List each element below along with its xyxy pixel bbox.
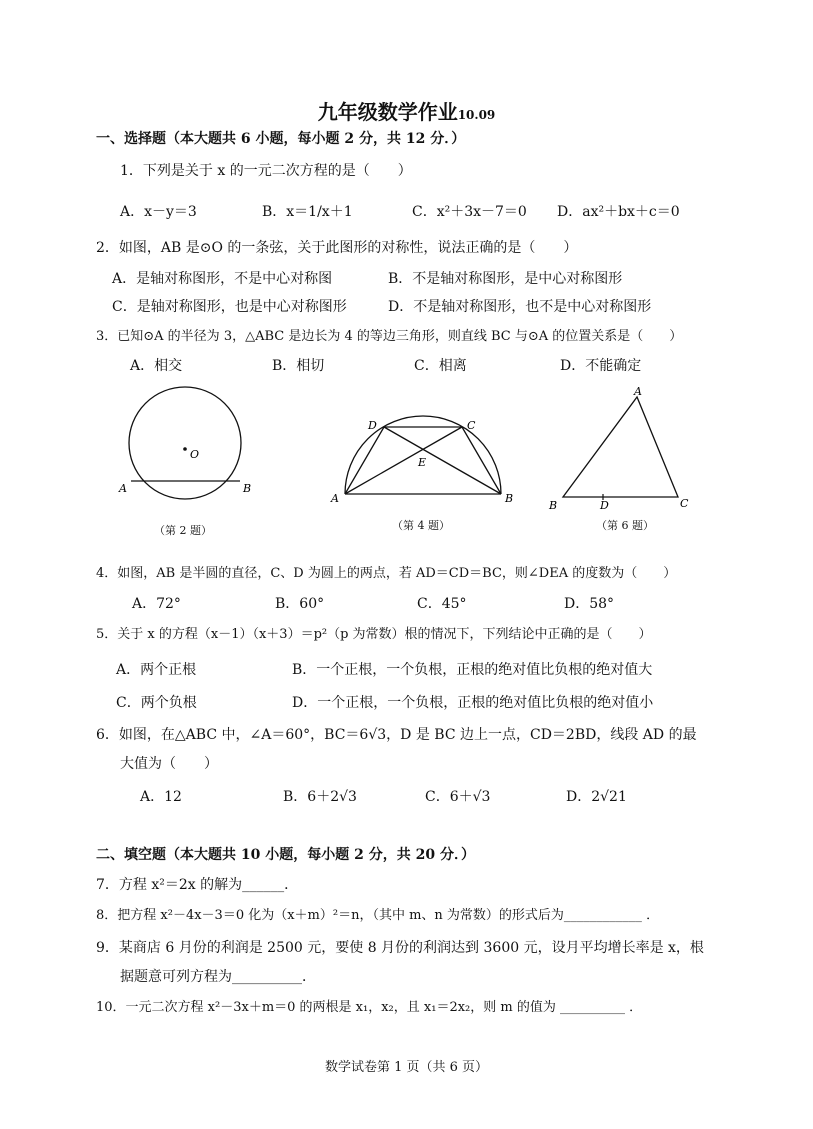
q2-option-a: A．是轴对称图形，不是中心对称图	[112, 271, 333, 287]
q6-option-a: A．12	[140, 789, 182, 805]
q3-option-b: B．相切	[272, 358, 325, 374]
q5-option-d: D．一个正根，一个负根，正根的绝对值比负根的绝对值小	[292, 695, 654, 711]
segment-ad	[345, 427, 384, 494]
title-text: 九年级数学作业	[317, 100, 458, 124]
figure-q6-triangle	[545, 385, 695, 510]
section-heading-fill: 二、填空题（本大题共 10 小题，每小题 2 分，共 20 分．）	[96, 847, 475, 863]
q3-option-c: C．相离	[414, 358, 467, 374]
page-title	[0, 96, 813, 125]
section-heading-choice: 一、选择题（本大题共 6 小题，每小题 2 分，共 12 分．）	[96, 131, 466, 147]
q3-option-a: A．相交	[130, 358, 183, 374]
q4-option-d: D．58°	[564, 596, 615, 612]
q1-option-d: D．ax²＋bx＋c＝0	[557, 204, 680, 220]
q6-stem-line2: 大值为（ ）	[120, 756, 218, 772]
q6-stem-line1: 6．如图，在△ABC 中，∠A＝60°，BC＝6√3，D 是 BC 边上一点，CD＝2BD，线段 AD 的最	[96, 727, 697, 743]
q2-option-c: C．是轴对称图形，也是中心对称图形	[112, 299, 347, 315]
q9-line2: 据题意可列方程为__________．	[120, 969, 316, 985]
q6-option-d: D．2√21	[566, 789, 627, 805]
q7-text: 7．方程 x²＝2x 的解为______．	[96, 877, 299, 893]
label-d: D	[368, 419, 377, 432]
q1-option-b: B．x＝1/x＋1	[262, 204, 353, 220]
label-o: O	[190, 448, 200, 461]
triangle-abc	[563, 397, 678, 497]
q5-option-a: A．两个正根	[116, 662, 197, 678]
q4-option-c: C．45°	[417, 596, 467, 612]
q5-option-b: B．一个正根，一个负根，正根的绝对值比负根的绝对值大	[292, 662, 653, 678]
figure-q2-caption: （第 2 题）	[154, 524, 212, 537]
q3-stem: 3．已知⊙A 的半径为 3，△ABC 是边长为 4 的等边三角形，则直线 BC 与⊙A 的位置关系是（ ）	[96, 329, 683, 344]
q8-text: 8．把方程 x²－4x－3＝0 化为（x＋m）²＝n，（其中 m、n 为常数）的形式后为____________ ．	[96, 908, 660, 923]
figure-q4-semicircle	[325, 412, 520, 507]
title-date: 10.09	[457, 108, 496, 122]
label-b: B	[505, 492, 514, 505]
segment-bc	[462, 427, 501, 494]
q9-line1: 9．某商店 6 月份的利润是 2500 元，要使 8 月份的利润达到 3600 元，设月平均增长率是 x，根	[96, 940, 704, 956]
label-b: B	[549, 499, 558, 510]
q5-option-c: C．两个负根	[116, 695, 197, 711]
q10-text: 10．一元二次方程 x²－3x＋m＝0 的两根是 x₁，x₂，且 x₁＝2x₂，则 m 的值为 __________ ．	[96, 1000, 643, 1015]
q6-option-c: C．6＋√3	[425, 789, 491, 805]
q2-option-b: B．不是轴对称图形，是中心对称图形	[388, 271, 623, 287]
label-b: B	[243, 482, 252, 495]
figure-q2-circle	[110, 385, 260, 510]
center-point-o	[183, 447, 187, 451]
label-a: A	[331, 492, 339, 505]
q5-stem: 5．关于 x 的方程（x－1）（x＋3）＝p²（p 为常数）根的情况下，下列结论中正确的是（ ）	[96, 627, 652, 642]
label-a: A	[119, 482, 127, 495]
label-e: E	[418, 456, 427, 469]
q1-option-c: C．x²＋3x－7＝0	[412, 204, 527, 220]
segment-ac	[345, 427, 462, 494]
label-d: D	[600, 499, 609, 510]
circle-o	[129, 387, 241, 499]
label-c: C	[680, 497, 689, 510]
segment-bd	[384, 427, 501, 494]
label-c: C	[467, 419, 476, 432]
figure-q6-caption: （第 6 题）	[596, 519, 654, 532]
q4-stem: 4．如图，AB 是半圆的直径，C、D 为圆上的两点，若 AD＝CD＝BC，则∠DEA 的度数为（ ）	[96, 566, 677, 581]
figure-q4-caption: （第 4 题）	[392, 519, 450, 532]
page-footer: 数学试卷第 1 页（共 6 页）	[324, 1060, 489, 1075]
q6-option-b: B．6＋2√3	[283, 789, 357, 805]
q1-option-a: A．x－y＝3	[120, 204, 197, 220]
q3-option-d: D．不能确定	[560, 358, 642, 374]
q2-stem: 2．如图，AB 是⊙O 的一条弦，关于此图形的对称性，说法正确的是（ ）	[96, 240, 578, 256]
q2-option-d: D．不是轴对称图形，也不是中心对称图形	[388, 299, 652, 315]
q1-stem: 1．下列是关于 x 的一元二次方程的是（ ）	[120, 163, 412, 179]
q4-option-a: A．72°	[132, 596, 181, 612]
q4-option-b: B．60°	[275, 596, 325, 612]
label-a: A	[634, 385, 642, 398]
